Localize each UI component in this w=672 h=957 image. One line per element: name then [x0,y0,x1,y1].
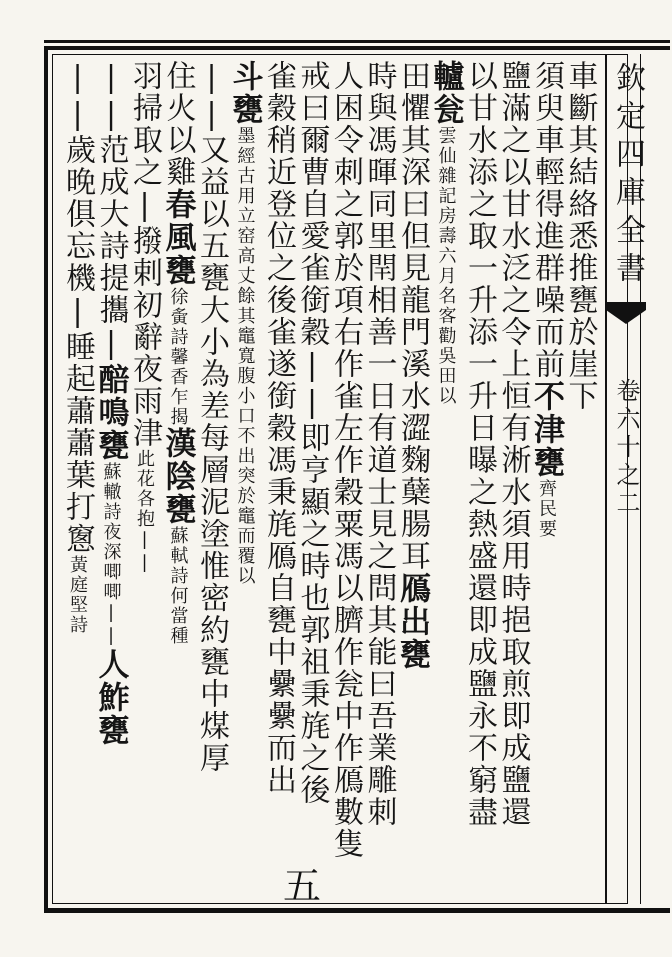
column-14-segment-1: 羽掃取之 [127,60,162,188]
column-10-segment-1: 雀穀稍近登位之後雀遂銜穀馮秉旄鴈自甕中纍纍而出 [261,60,296,796]
column-13-segment-1: 住火以雞 [160,60,196,188]
text-column-9 [294,60,330,902]
text-column-1 [562,60,598,902]
column-15-segment-1: ||范成大詩提攜| [93,60,129,363]
column-13-segment-3: 徐夤詩馨香乍揭 [167,287,189,427]
text-column-7 [361,60,397,902]
text-column-14 [127,60,162,902]
column-5-segment-2: 雲仙雜記房壽六月名客勸吳田以 [435,126,457,406]
text-column-4 [462,60,497,902]
fishtail-mark [606,302,646,332]
column-15-segment-3: 蘇轍詩夜深唧唧|| [100,462,122,648]
text-column-15 [92,60,129,902]
column-13-segment-5: 蘇軾詩何當種 [167,526,189,646]
column-11-segment-1: 斗甕 [226,60,263,126]
column-7-segment-1: 時與馮暉同里閈相善一日有道士見之問其能曰吾業雕刺 [361,60,397,828]
column-5-segment-1: 轤瓮 [427,60,464,126]
bottom-rule [44,910,670,913]
column-16-segment-2: |睡起蕭蕭葉打窻 [60,294,95,555]
column-14-segment-2: |撥剌初辭夜雨津 [127,188,162,449]
text-column-12 [194,60,229,902]
column-6-segment-1: 田懼其深曰但見龍門溪水澀麴蘖腸耳 [395,60,430,572]
column-2-segment-1: 須臾車輕得進群噪而前 [529,60,564,380]
column-16-segment-3: 黃庭堅詩 [67,555,88,635]
text-column-16 [60,60,95,902]
column-11-segment-2: 墨經古用立窑高丈餘其竈寬腹小口不出突於竈而覆以 [234,126,256,586]
volume-label: 卷六十之二 [612,378,640,518]
column-2-segment-2: 不津甕 [528,380,564,479]
text-column-11 [226,60,263,902]
column-8-segment-1: 人困令刺之郭於項右作雀左作穀粟馮以臍作瓮中作鴈數隻 [328,60,363,860]
column-2-segment-3: 齊民要 [536,479,557,539]
column-12-segment-1: ||又益以五甕大小為差每層泥塗惟密約甕中煤厚 [194,60,229,774]
column-3-segment-1: 鹽滿之以甘水泛之令上恒有淅水須用時挹取煎即成鹽還 [495,60,531,828]
column-1-segment-1: 車斷其結絡悉推甕於崖下 [562,60,598,412]
text-column-5 [427,60,464,902]
text-column-13 [159,60,196,902]
column-9-segment-1: 戒曰爾曹自愛雀銜穀||即亨顯之時也郭祖秉旄之後 [294,60,330,806]
text-column-6 [394,60,430,902]
text-column-3 [495,60,531,902]
column-13-segment-2: 春風甕 [159,188,196,287]
text-column-10 [261,60,296,902]
top-rule [44,40,670,43]
column-15-segment-2: 醅鳴甕 [92,363,129,462]
column-14-segment-3: 此花各抱|| [134,449,155,575]
column-16-segment-1: ||歲晚俱忘機 [60,60,95,294]
book-title: 欽定四庫全書 [610,62,645,290]
page-number: 五 [283,864,322,908]
rail-left-line [605,54,607,904]
column-4-segment-1: 以甘水添之取一升添一升日曝之熱盛還即成鹽永不窮盡 [462,60,497,828]
column-15-segment-4: 人鮓甕 [92,648,129,747]
text-column-8 [328,60,363,902]
text-column-2 [528,60,564,902]
column-6-segment-2: 鴈出甕 [394,572,430,671]
column-13-segment-4: 漢陰甕 [159,427,196,526]
